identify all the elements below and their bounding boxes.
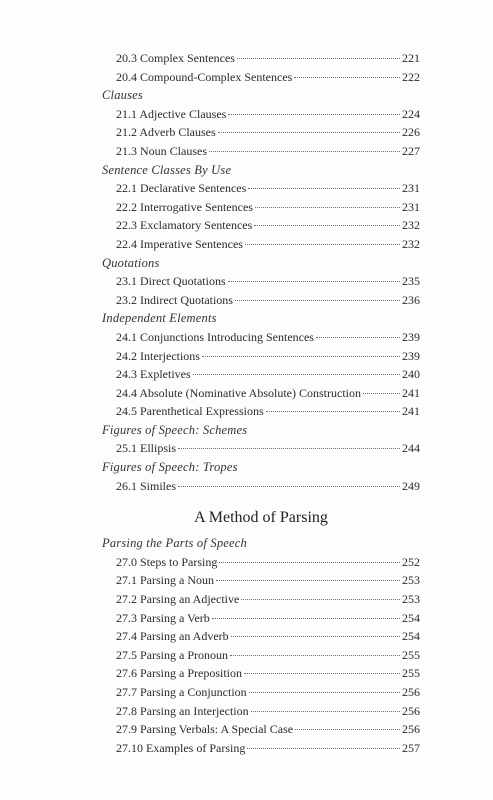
toc-page-number: 254 bbox=[402, 610, 420, 625]
dot-leader bbox=[178, 448, 400, 449]
toc-entry-title: 21.1 Adjective Clauses bbox=[116, 106, 227, 121]
toc-page-number: 241 bbox=[402, 404, 420, 419]
toc-page-number: 253 bbox=[402, 592, 420, 607]
dot-leader bbox=[255, 207, 400, 208]
toc-page-number: 256 bbox=[402, 722, 420, 737]
toc-entry bbox=[102, 142, 420, 161]
dot-leader bbox=[231, 636, 400, 637]
toc-entry bbox=[102, 123, 420, 142]
part-title: A Method of Parsing bbox=[194, 509, 328, 527]
toc-entry bbox=[102, 291, 420, 310]
toc-entry-title: 22.2 Interrogative Sentences bbox=[116, 199, 253, 214]
toc-entry bbox=[102, 384, 420, 403]
section-heading: Figures of Speech: Tropes bbox=[102, 460, 238, 475]
toc-page-number: 236 bbox=[402, 292, 420, 307]
dot-leader bbox=[235, 300, 400, 301]
toc-entry bbox=[102, 627, 420, 646]
toc-page-number: 231 bbox=[402, 181, 420, 196]
toc-entry-title: 20.4 Compound-Complex Sentences bbox=[116, 69, 293, 84]
dot-leader bbox=[249, 692, 400, 693]
dot-leader bbox=[245, 244, 400, 245]
dot-leader bbox=[178, 486, 400, 487]
toc-entry bbox=[102, 216, 420, 235]
toc-entry-title: 21.3 Noun Clauses bbox=[116, 143, 207, 158]
dot-leader bbox=[216, 580, 400, 581]
section-heading: Figures of Speech: Schemes bbox=[102, 422, 248, 437]
toc-page-number: 224 bbox=[402, 106, 420, 121]
dot-leader bbox=[237, 58, 400, 59]
dot-leader bbox=[254, 225, 400, 226]
section-heading: Independent Elements bbox=[102, 311, 217, 326]
toc-entry-title: 27.9 Parsing Verbals: A Special Case bbox=[116, 722, 294, 737]
toc-page-number: 240 bbox=[402, 367, 420, 382]
toc-page-number: 232 bbox=[402, 218, 420, 233]
toc-page-number: 255 bbox=[402, 647, 420, 662]
toc-entry bbox=[102, 702, 420, 721]
section-heading: Parsing the Parts of Speech bbox=[102, 536, 247, 551]
dot-leader bbox=[212, 618, 400, 619]
toc-entry-title: 24.5 Parenthetical Expressions bbox=[116, 404, 264, 419]
dot-leader bbox=[241, 599, 400, 600]
dot-leader bbox=[244, 673, 400, 674]
toc-entry bbox=[102, 402, 420, 421]
toc-page-number: 256 bbox=[402, 685, 420, 699]
toc-page-number: 252 bbox=[402, 554, 420, 569]
section-heading: Sentence Classes By Use bbox=[102, 162, 232, 177]
toc-entry-title: 23.1 Direct Quotations bbox=[116, 274, 226, 289]
toc-entry bbox=[102, 664, 420, 683]
toc-entry-title: 27.0 Steps to Parsing bbox=[116, 554, 218, 569]
toc-entry bbox=[102, 646, 420, 665]
toc-entry-title: 27.8 Parsing an Interjection bbox=[116, 703, 249, 718]
toc-entry bbox=[102, 365, 420, 384]
toc-entry bbox=[102, 328, 420, 347]
toc-page-number: 222 bbox=[402, 69, 420, 84]
dot-leader bbox=[230, 655, 400, 656]
toc-entry-title: 24.4 Absolute (Nominative Absolute) Construction bbox=[116, 385, 361, 400]
section-heading: Quotations bbox=[102, 255, 160, 270]
dot-leader bbox=[248, 188, 400, 189]
dot-leader bbox=[228, 281, 400, 282]
toc-entry bbox=[102, 571, 420, 590]
toc-page-number: 221 bbox=[402, 51, 420, 65]
toc-entry bbox=[102, 347, 420, 366]
toc-entry bbox=[102, 68, 420, 87]
toc-entry-title: 22.4 Imperative Sentences bbox=[116, 236, 243, 251]
toc-entry bbox=[102, 553, 420, 572]
toc-entry-title: 27.3 Parsing a Verb bbox=[116, 610, 210, 625]
toc-entry bbox=[102, 683, 420, 702]
dot-leader bbox=[316, 337, 400, 338]
toc-entry-title: 27.5 Parsing a Pronoun bbox=[116, 647, 228, 662]
toc-entry-title: 24.1 Conjunctions Introducing Sentences bbox=[116, 329, 314, 344]
toc-page-number: 227 bbox=[402, 143, 420, 158]
toc-page-number: 239 bbox=[402, 348, 420, 363]
table-of-contents bbox=[102, 49, 420, 757]
toc-entry-title: 26.1 Similes bbox=[116, 478, 177, 493]
toc-entry bbox=[102, 477, 420, 496]
toc-page-number: 253 bbox=[402, 573, 420, 588]
toc-entry bbox=[102, 105, 420, 124]
dot-leader bbox=[247, 748, 400, 749]
toc-page-number: 256 bbox=[402, 703, 420, 718]
toc-entry-title: 22.3 Exclamatory Sentences bbox=[116, 218, 253, 233]
dot-leader bbox=[363, 393, 400, 394]
toc-entry bbox=[102, 739, 420, 758]
toc-entry-title: 25.1 Ellipsis bbox=[116, 441, 177, 456]
toc-entry-title: 27.2 Parsing an Adjective bbox=[116, 592, 240, 607]
toc-entry-title: 27.7 Parsing a Conjunction bbox=[116, 685, 247, 699]
toc-page-number: 241 bbox=[402, 385, 420, 400]
toc-page-number: 249 bbox=[402, 478, 420, 493]
toc-entry-title: 27.4 Parsing an Adverb bbox=[116, 629, 229, 644]
toc-entry-title: 27.1 Parsing a Noun bbox=[116, 573, 214, 588]
toc-page-number: 255 bbox=[402, 666, 420, 681]
toc-entry bbox=[102, 235, 420, 254]
toc-entry bbox=[102, 439, 420, 458]
toc-entry-title: 24.3 Expletives bbox=[116, 367, 191, 382]
toc-entry-title: 21.2 Adverb Clauses bbox=[116, 125, 216, 140]
toc-page-number: 244 bbox=[402, 441, 420, 456]
toc-entry bbox=[102, 590, 420, 609]
dot-leader bbox=[266, 411, 400, 412]
toc-page-number: 226 bbox=[402, 125, 420, 140]
dot-leader bbox=[228, 114, 400, 115]
toc-page-number: 254 bbox=[402, 629, 420, 644]
toc-entry bbox=[102, 49, 420, 68]
dot-leader bbox=[295, 729, 400, 730]
dot-leader bbox=[218, 132, 400, 133]
toc-page-number: 231 bbox=[402, 199, 420, 214]
toc-page-number: 235 bbox=[402, 274, 420, 289]
dot-leader bbox=[251, 711, 400, 712]
toc-entry-title: 27.10 Examples of Parsing bbox=[116, 740, 246, 755]
toc-entry-title: 23.2 Indirect Quotations bbox=[116, 292, 233, 307]
dot-leader bbox=[202, 356, 400, 357]
section-heading: Clauses bbox=[102, 88, 143, 103]
toc-entry bbox=[102, 179, 420, 198]
toc-entry-title: 27.6 Parsing a Preposition bbox=[116, 666, 242, 681]
dot-leader bbox=[219, 562, 400, 563]
toc-page-number: 257 bbox=[402, 740, 420, 755]
toc-entry bbox=[102, 609, 420, 628]
toc-entry bbox=[102, 198, 420, 217]
toc-entry-title: 22.1 Declarative Sentences bbox=[116, 181, 247, 196]
toc-entry-title: 20.3 Complex Sentences bbox=[116, 51, 235, 65]
toc-entry bbox=[102, 272, 420, 291]
dot-leader bbox=[209, 151, 400, 152]
dot-leader bbox=[294, 77, 400, 78]
toc-page-number: 232 bbox=[402, 236, 420, 251]
dot-leader bbox=[193, 374, 400, 375]
toc-entry-title: 24.2 Interjections bbox=[116, 348, 200, 363]
toc-page-number: 239 bbox=[402, 329, 420, 344]
toc-entry bbox=[102, 720, 420, 739]
